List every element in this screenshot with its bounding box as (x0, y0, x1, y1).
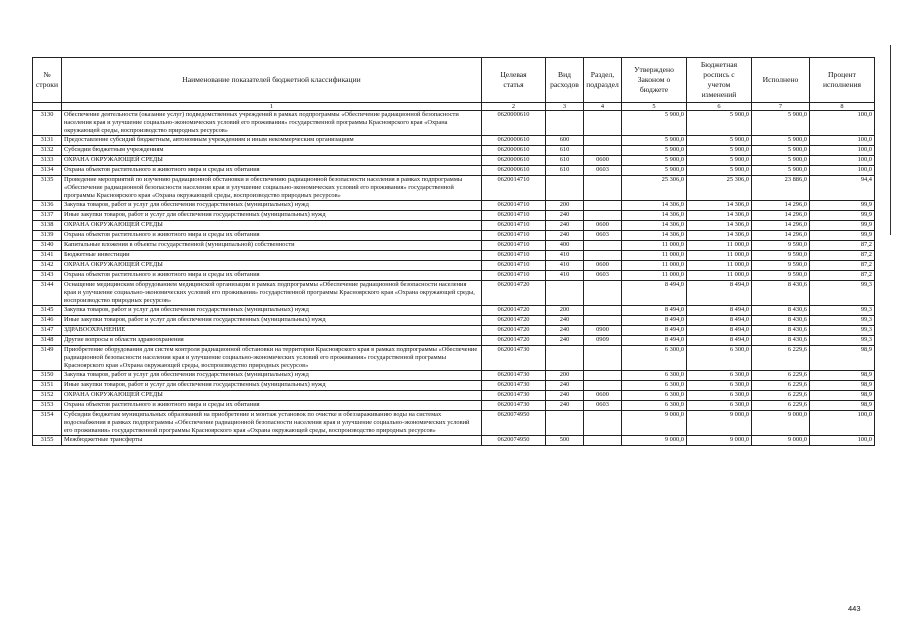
executed-amount-cell: 5 900,0 (752, 111, 810, 136)
executed-amount-cell: 8 430,6 (752, 336, 810, 346)
indicator-name-cell: Субсидии бюджетам муниципальных образований на приобретение и монтаж установок по очистке и обеззараживанию воды на системах водоснабжения в рамках подпрограммы «Обеспечение радиационной безопасности населения края и улучшение социально-экономических условий его проживания» государственной программы Красноярского края «Охрана окружающей среды, воспроизводство природных ресурсов» (62, 411, 482, 436)
target-article-cell: 0620074950 (482, 436, 546, 446)
table-row (33, 306, 875, 316)
approved-amount-cell: 6 300,0 (622, 381, 687, 391)
section-cell: 0603 (584, 166, 622, 176)
budget-schedule-cell: 8 494,0 (687, 306, 752, 316)
column-number (33, 103, 62, 111)
target-article-cell: 0620014720 (482, 306, 546, 316)
executed-amount-cell: 6 229,6 (752, 391, 810, 401)
header-section: Раздел, подраздел (584, 58, 622, 103)
section-cell (584, 241, 622, 251)
table-row (33, 401, 875, 411)
section-cell (584, 251, 622, 261)
section-cell (584, 176, 622, 201)
column-number-row (33, 103, 875, 111)
approved-amount-cell: 11 000,0 (622, 271, 687, 281)
table-row (33, 436, 875, 446)
table-row (33, 176, 875, 201)
executed-amount-cell: 8 430,6 (752, 306, 810, 316)
budget-schedule-cell: 11 000,0 (687, 241, 752, 251)
section-cell (584, 436, 622, 446)
expense-type-cell (546, 411, 584, 436)
percent-cell: 87,2 (810, 271, 875, 281)
executed-amount-cell: 6 229,6 (752, 371, 810, 381)
row-number-cell: 3132 (33, 146, 62, 156)
target-article-cell: 0620014710 (482, 211, 546, 221)
table-row (33, 261, 875, 271)
budget-schedule-cell: 5 900,0 (687, 156, 752, 166)
percent-cell: 99,9 (810, 201, 875, 211)
indicator-name-cell: ОХРАНА ОКРУЖАЮЩЕЙ СРЕДЫ (62, 221, 482, 231)
row-number-cell: 3147 (33, 326, 62, 336)
indicator-name-cell: ОХРАНА ОКРУЖАЮЩЕЙ СРЕДЫ (62, 261, 482, 271)
approved-amount-cell: 11 000,0 (622, 261, 687, 271)
column-number: 5 (622, 103, 687, 111)
section-cell: 0909 (584, 336, 622, 346)
indicator-name-cell: Другие вопросы в области здравоохранения (62, 336, 482, 346)
row-number-cell: 3153 (33, 401, 62, 411)
percent-cell: 100,0 (810, 411, 875, 436)
row-number-cell: 3140 (33, 241, 62, 251)
expense-type-cell: 200 (546, 371, 584, 381)
section-cell (584, 136, 622, 146)
executed-amount-cell: 6 229,6 (752, 381, 810, 391)
target-article-cell: 0620014710 (482, 231, 546, 241)
indicator-name-cell: Бюджетные инвестиции (62, 251, 482, 261)
percent-cell: 98,9 (810, 391, 875, 401)
target-article-cell: 0620014730 (482, 346, 546, 371)
table-row (33, 156, 875, 166)
approved-amount-cell: 5 900,0 (622, 111, 687, 136)
expense-type-cell: 200 (546, 306, 584, 316)
section-cell: 0600 (584, 261, 622, 271)
expense-type-cell: 240 (546, 326, 584, 336)
target-article-cell: 0620074950 (482, 411, 546, 436)
table-header-row (33, 58, 875, 103)
expense-type-cell: 200 (546, 201, 584, 211)
section-cell (584, 211, 622, 221)
table-row (33, 136, 875, 146)
row-number-cell: 3138 (33, 221, 62, 231)
budget-schedule-cell: 8 494,0 (687, 326, 752, 336)
budget-schedule-cell: 6 300,0 (687, 371, 752, 381)
percent-cell: 99,9 (810, 221, 875, 231)
section-cell: 0603 (584, 271, 622, 281)
executed-amount-cell: 9 000,0 (752, 411, 810, 436)
header-budget-schedule: Бюджетная роспись с учетом изменений (687, 58, 752, 103)
table-row (33, 381, 875, 391)
expense-type-cell: 240 (546, 231, 584, 241)
header-name: Наименование показателей бюджетной классификации (62, 58, 482, 103)
approved-amount-cell: 11 000,0 (622, 251, 687, 261)
percent-cell: 98,9 (810, 381, 875, 391)
indicator-name-cell: ОХРАНА ОКРУЖАЮЩЕЙ СРЕДЫ (62, 156, 482, 166)
indicator-name-cell: Субсидии бюджетным учреждениям (62, 146, 482, 156)
indicator-name-cell: Оснащение медицинским оборудованием медицинской организации в рамках подпрограммы «Обеспечение радиационной безопасности населения края и улучшение социально-экономических условий его проживания» государственной программы Красноярского края «Охрана окружающей среды, воспроизводство природных ресурсов» (62, 281, 482, 306)
approved-amount-cell: 6 300,0 (622, 346, 687, 371)
approved-amount-cell: 14 306,0 (622, 201, 687, 211)
row-number-cell: 3135 (33, 176, 62, 201)
expense-type-cell: 410 (546, 251, 584, 261)
percent-cell: 99,9 (810, 211, 875, 221)
row-number-cell: 3146 (33, 316, 62, 326)
row-number-cell: 3151 (33, 381, 62, 391)
indicator-name-cell: Предоставление субсидий бюджетным, автономным учреждениям и иным некоммерческим организациям (62, 136, 482, 146)
percent-cell: 94,4 (810, 176, 875, 201)
row-number-cell: 3148 (33, 336, 62, 346)
approved-amount-cell: 6 300,0 (622, 371, 687, 381)
expense-type-cell: 610 (546, 146, 584, 156)
table-row (33, 391, 875, 401)
executed-amount-cell: 6 229,6 (752, 401, 810, 411)
percent-cell: 100,0 (810, 111, 875, 136)
approved-amount-cell: 5 900,0 (622, 156, 687, 166)
percent-cell: 100,0 (810, 146, 875, 156)
budget-schedule-cell: 5 900,0 (687, 146, 752, 156)
table-body (33, 111, 875, 446)
executed-amount-cell: 5 900,0 (752, 146, 810, 156)
section-cell: 0600 (584, 391, 622, 401)
approved-amount-cell: 25 306,0 (622, 176, 687, 201)
executed-amount-cell: 5 900,0 (752, 156, 810, 166)
approved-amount-cell: 8 494,0 (622, 281, 687, 306)
table-row (33, 371, 875, 381)
percent-cell: 87,2 (810, 261, 875, 271)
section-cell: 0900 (584, 326, 622, 336)
approved-amount-cell: 14 306,0 (622, 231, 687, 241)
budget-schedule-cell: 14 306,0 (687, 211, 752, 221)
budget-schedule-cell: 5 900,0 (687, 166, 752, 176)
section-cell (584, 146, 622, 156)
expense-type-cell: 410 (546, 261, 584, 271)
expense-type-cell: 240 (546, 391, 584, 401)
approved-amount-cell: 8 494,0 (622, 316, 687, 326)
indicator-name-cell: Охрана объектов растительного и животного мира и среды их обитания (62, 231, 482, 241)
budget-schedule-cell: 11 000,0 (687, 271, 752, 281)
percent-cell: 98,9 (810, 401, 875, 411)
percent-cell: 87,2 (810, 241, 875, 251)
budget-schedule-cell: 6 300,0 (687, 346, 752, 371)
budget-schedule-cell: 25 306,0 (687, 176, 752, 201)
expense-type-cell: 240 (546, 381, 584, 391)
section-cell: 0603 (584, 401, 622, 411)
indicator-name-cell: Межбюджетные трансферты (62, 436, 482, 446)
table-row (33, 411, 875, 436)
target-article-cell: 0620014730 (482, 391, 546, 401)
target-article-cell: 0620014720 (482, 336, 546, 346)
row-number-cell: 3152 (33, 391, 62, 401)
page-number: 443 (848, 604, 861, 613)
section-cell (584, 111, 622, 136)
section-cell (584, 306, 622, 316)
row-number-cell: 3144 (33, 281, 62, 306)
executed-amount-cell: 9 000,0 (752, 436, 810, 446)
row-number-cell: 3139 (33, 231, 62, 241)
indicator-name-cell: Закупка товаров, работ и услуг для обеспечения государственных (муниципальных) нужд (62, 201, 482, 211)
percent-cell: 100,0 (810, 136, 875, 146)
approved-amount-cell: 11 000,0 (622, 241, 687, 251)
budget-schedule-cell: 9 000,0 (687, 411, 752, 436)
expense-type-cell: 240 (546, 336, 584, 346)
row-number-cell: 3141 (33, 251, 62, 261)
indicator-name-cell: Закупка товаров, работ и услуг для обеспечения государственных (муниципальных) нужд (62, 306, 482, 316)
table-row (33, 346, 875, 371)
row-number-cell: 3143 (33, 271, 62, 281)
target-article-cell: 0620014710 (482, 251, 546, 261)
expense-type-cell (546, 111, 584, 136)
section-cell (584, 316, 622, 326)
percent-cell: 98,9 (810, 371, 875, 381)
budget-schedule-cell: 11 000,0 (687, 251, 752, 261)
table-row (33, 316, 875, 326)
expense-type-cell (546, 346, 584, 371)
expense-type-cell (546, 281, 584, 306)
approved-amount-cell: 8 494,0 (622, 326, 687, 336)
column-number: 1 (62, 103, 482, 111)
header-expense-type: Вид расходов (546, 58, 584, 103)
target-article-cell: 0620000610 (482, 136, 546, 146)
row-number-cell: 3155 (33, 436, 62, 446)
approved-amount-cell: 8 494,0 (622, 306, 687, 316)
executed-amount-cell: 14 296,0 (752, 201, 810, 211)
budget-schedule-cell: 6 300,0 (687, 391, 752, 401)
indicator-name-cell: Приобретение оборудования для систем контроля радиационной обстановки на территории Красноярского края в рамках подпрограммы «Обеспечение радиационной безопасности населения края и улучшение социально-экономических условий его проживания» государственной программы Красноярского края «Охрана окружающей среды, воспроизводство природных ресурсов» (62, 346, 482, 371)
header-executed: Исполнено (752, 58, 810, 103)
budget-schedule-cell: 11 000,0 (687, 261, 752, 271)
budget-schedule-cell: 14 306,0 (687, 201, 752, 211)
target-article-cell: 0620014720 (482, 316, 546, 326)
table-row (33, 251, 875, 261)
indicator-name-cell: ЗДРАВООХРАНЕНИЕ (62, 326, 482, 336)
budget-schedule-cell: 8 494,0 (687, 281, 752, 306)
expense-type-cell: 610 (546, 166, 584, 176)
target-article-cell: 0620014720 (482, 326, 546, 336)
approved-amount-cell: 5 900,0 (622, 136, 687, 146)
budget-table (32, 57, 875, 446)
indicator-name-cell: ОХРАНА ОКРУЖАЮЩЕЙ СРЕДЫ (62, 391, 482, 401)
section-cell (584, 381, 622, 391)
expense-type-cell: 410 (546, 271, 584, 281)
indicator-name-cell: Охрана объектов растительного и животного мира и среды их обитания (62, 166, 482, 176)
row-number-cell: 3145 (33, 306, 62, 316)
target-article-cell: 0620014730 (482, 371, 546, 381)
target-article-cell: 0620014710 (482, 241, 546, 251)
row-number-cell: 3142 (33, 261, 62, 271)
row-number-cell: 3154 (33, 411, 62, 436)
section-cell: 0600 (584, 156, 622, 166)
table-row (33, 271, 875, 281)
indicator-name-cell: Проведение мероприятий по изучению радиационной обстановки и обеспечению радиационной безопасности населения в рамках подпрограммы «Обеспечение радиационной безопасности населения края и улучшение социально-экономических условий его проживания» государственной программы Красноярского края «Охрана окружающей среды, воспроизводство природных ресурсов» (62, 176, 482, 201)
target-article-cell: 0620014710 (482, 261, 546, 271)
executed-amount-cell: 8 430,6 (752, 281, 810, 306)
row-number-cell: 3137 (33, 211, 62, 221)
percent-cell: 99,3 (810, 336, 875, 346)
row-number-cell: 3134 (33, 166, 62, 176)
approved-amount-cell: 14 306,0 (622, 221, 687, 231)
target-article-cell: 0620000610 (482, 166, 546, 176)
table-row (33, 201, 875, 211)
expense-type-cell: 610 (546, 156, 584, 166)
percent-cell: 100,0 (810, 166, 875, 176)
target-article-cell: 0620000610 (482, 111, 546, 136)
expense-type-cell: 600 (546, 136, 584, 146)
target-article-cell: 0620000610 (482, 146, 546, 156)
approved-amount-cell: 9 000,0 (622, 411, 687, 436)
executed-amount-cell: 9 590,0 (752, 271, 810, 281)
table-row (33, 221, 875, 231)
section-cell (584, 201, 622, 211)
target-article-cell: 0620014710 (482, 201, 546, 211)
target-article-cell: 0620014730 (482, 381, 546, 391)
section-cell: 0600 (584, 221, 622, 231)
indicator-name-cell: Иные закупки товаров, работ и услуг для обеспечения государственных (муниципальных) нужд (62, 316, 482, 326)
percent-cell: 99,3 (810, 316, 875, 326)
approved-amount-cell: 14 306,0 (622, 211, 687, 221)
executed-amount-cell: 5 900,0 (752, 136, 810, 146)
executed-amount-cell: 5 900,0 (752, 166, 810, 176)
budget-schedule-cell: 6 300,0 (687, 381, 752, 391)
indicator-name-cell: Капитальные вложения в объекты государственной (муниципальной) собственности (62, 241, 482, 251)
percent-cell: 100,0 (810, 156, 875, 166)
target-article-cell: 0620014720 (482, 281, 546, 306)
executed-amount-cell: 9 590,0 (752, 261, 810, 271)
header-row-number: № строки (33, 58, 62, 103)
executed-amount-cell: 8 430,6 (752, 326, 810, 336)
executed-amount-cell: 9 590,0 (752, 241, 810, 251)
budget-schedule-cell: 9 000,0 (687, 436, 752, 446)
approved-amount-cell: 5 900,0 (622, 166, 687, 176)
table-row (33, 326, 875, 336)
target-article-cell: 0620014710 (482, 221, 546, 231)
executed-amount-cell: 8 430,6 (752, 316, 810, 326)
header-percent: Процент исполнения (810, 58, 875, 103)
target-article-cell: 0620014710 (482, 271, 546, 281)
percent-cell: 99,3 (810, 306, 875, 316)
approved-amount-cell: 6 300,0 (622, 401, 687, 411)
percent-cell: 100,0 (810, 436, 875, 446)
column-number: 7 (752, 103, 810, 111)
table-row (33, 111, 875, 136)
row-number-cell: 3133 (33, 156, 62, 166)
approved-amount-cell: 5 900,0 (622, 146, 687, 156)
percent-cell: 87,2 (810, 251, 875, 261)
section-cell: 0603 (584, 231, 622, 241)
section-cell (584, 281, 622, 306)
column-number: 6 (687, 103, 752, 111)
budget-schedule-cell: 8 494,0 (687, 336, 752, 346)
column-number: 8 (810, 103, 875, 111)
table-row (33, 241, 875, 251)
approved-amount-cell: 6 300,0 (622, 391, 687, 401)
budget-schedule-cell: 5 900,0 (687, 111, 752, 136)
row-number-cell: 3130 (33, 111, 62, 136)
column-number: 4 (584, 103, 622, 111)
section-cell (584, 346, 622, 371)
budget-schedule-cell: 6 300,0 (687, 401, 752, 411)
header-approved: Утверждено Законом о бюджете (622, 58, 687, 103)
executed-amount-cell: 14 296,0 (752, 211, 810, 221)
row-number-cell: 3131 (33, 136, 62, 146)
budget-schedule-cell: 14 306,0 (687, 221, 752, 231)
percent-cell: 99,9 (810, 231, 875, 241)
expense-type-cell: 240 (546, 316, 584, 326)
table-row (33, 166, 875, 176)
target-article-cell: 0620014730 (482, 401, 546, 411)
indicator-name-cell: Охрана объектов растительного и животного мира и среды их обитания (62, 271, 482, 281)
column-number: 3 (546, 103, 584, 111)
table-row (33, 336, 875, 346)
executed-amount-cell: 14 296,0 (752, 221, 810, 231)
executed-amount-cell: 6 229,6 (752, 346, 810, 371)
indicator-name-cell: Охрана объектов растительного и животного мира и среды их обитания (62, 401, 482, 411)
indicator-name-cell: Закупка товаров, работ и услуг для обеспечения государственных (муниципальных) нужд (62, 371, 482, 381)
approved-amount-cell: 9 000,0 (622, 436, 687, 446)
header-target-article: Целевая статья (482, 58, 546, 103)
budget-schedule-cell: 8 494,0 (687, 316, 752, 326)
expense-type-cell (546, 176, 584, 201)
percent-cell: 99,3 (810, 281, 875, 306)
percent-cell: 98,9 (810, 346, 875, 371)
table-row (33, 146, 875, 156)
indicator-name-cell: Иные закупки товаров, работ и услуг для обеспечения государственных (муниципальных) нужд (62, 381, 482, 391)
expense-type-cell: 240 (546, 221, 584, 231)
indicator-name-cell: Иные закупки товаров, работ и услуг для обеспечения государственных (муниципальных) нужд (62, 211, 482, 221)
row-number-cell: 3150 (33, 371, 62, 381)
margin-line (890, 45, 891, 235)
budget-schedule-cell: 5 900,0 (687, 136, 752, 146)
indicator-name-cell: Обеспечение деятельности (оказание услуг) подведомственных учреждений в рамках подпрограммы «Обеспечение радиационной безопасности населения края и улучшение социально-экономических условий его проживания» государственной программы Красноярского края «Охрана окружающей среды, воспроизводство природных ресурсов» (62, 111, 482, 136)
executed-amount-cell: 14 296,0 (752, 231, 810, 241)
expense-type-cell: 240 (546, 401, 584, 411)
row-number-cell: 3136 (33, 201, 62, 211)
table-row (33, 211, 875, 221)
target-article-cell: 0620000610 (482, 156, 546, 166)
column-number: 2 (482, 103, 546, 111)
target-article-cell: 0620014710 (482, 176, 546, 201)
table-row (33, 281, 875, 306)
approved-amount-cell: 8 494,0 (622, 336, 687, 346)
budget-schedule-cell: 14 306,0 (687, 231, 752, 241)
expense-type-cell: 400 (546, 241, 584, 251)
percent-cell: 99,3 (810, 326, 875, 336)
executed-amount-cell: 23 886,0 (752, 176, 810, 201)
row-number-cell: 3149 (33, 346, 62, 371)
table-row (33, 231, 875, 241)
expense-type-cell: 240 (546, 211, 584, 221)
section-cell (584, 371, 622, 381)
section-cell (584, 411, 622, 436)
executed-amount-cell: 9 590,0 (752, 251, 810, 261)
expense-type-cell: 500 (546, 436, 584, 446)
